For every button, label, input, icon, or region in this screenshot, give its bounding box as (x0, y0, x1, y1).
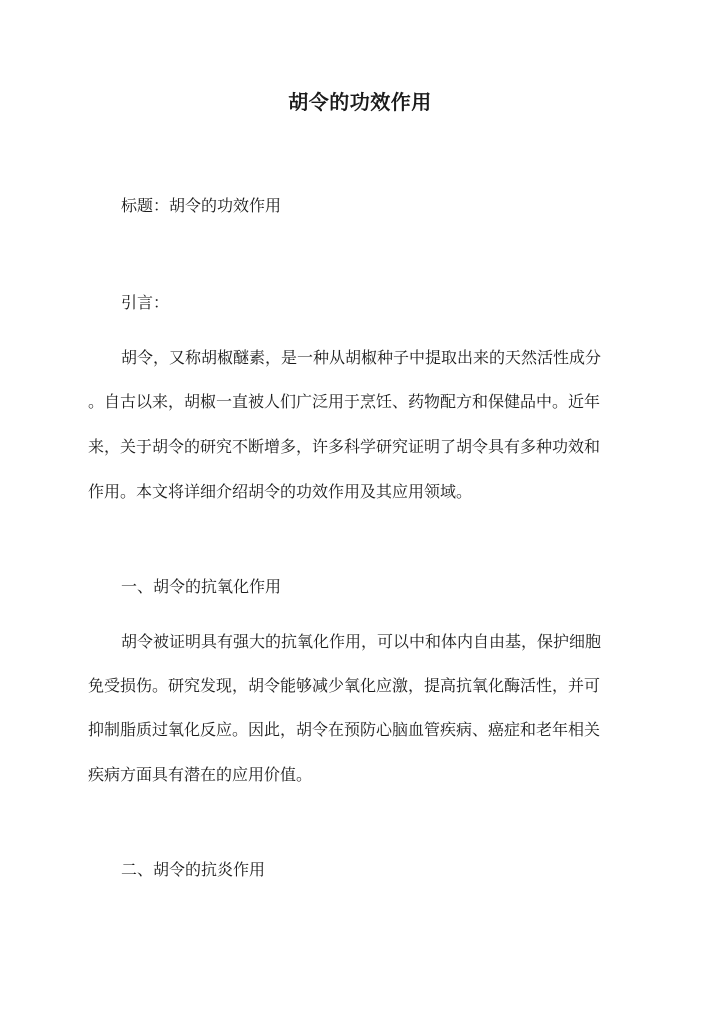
intro-heading: 引言： (121, 293, 170, 312)
intro-line-3: 来，关于胡令的研究不断增多，许多科学研究证明了胡令具有多种功效和 (88, 437, 601, 456)
section1-heading: 一、胡令的抗氧化作用 (121, 577, 282, 596)
intro-line-2: 。自古以来，胡椒一直被人们广泛用于烹饪、药物配方和保健品中。近年 (88, 392, 601, 411)
section1-line-4: 疾病方面具有潜在的应用价值。 (88, 765, 313, 784)
section1-line-2: 免受损伤。研究发现，胡令能够减少氧化应激，提高抗氧化酶活性，并可 (88, 676, 601, 695)
section2-heading: 二、胡令的抗炎作用 (121, 860, 266, 879)
document-title: 胡令的功效作用 (288, 90, 432, 114)
section1-line-3: 抑制脂质过氧化反应。因此，胡令在预防心脑血管疾病、癌症和老年相关 (88, 720, 601, 739)
intro-line-1: 胡令，又称胡椒醚素，是一种从胡椒种子中提取出来的天然活性成分 (121, 348, 602, 367)
intro-line-4: 作用。本文将详细介绍胡令的功效作用及其应用领域。 (88, 482, 473, 501)
section1-line-1: 胡令被证明具有强大的抗氧化作用，可以中和体内自由基，保护细胞 (121, 632, 602, 651)
subtitle-line: 标题：胡令的功效作用 (121, 196, 282, 215)
